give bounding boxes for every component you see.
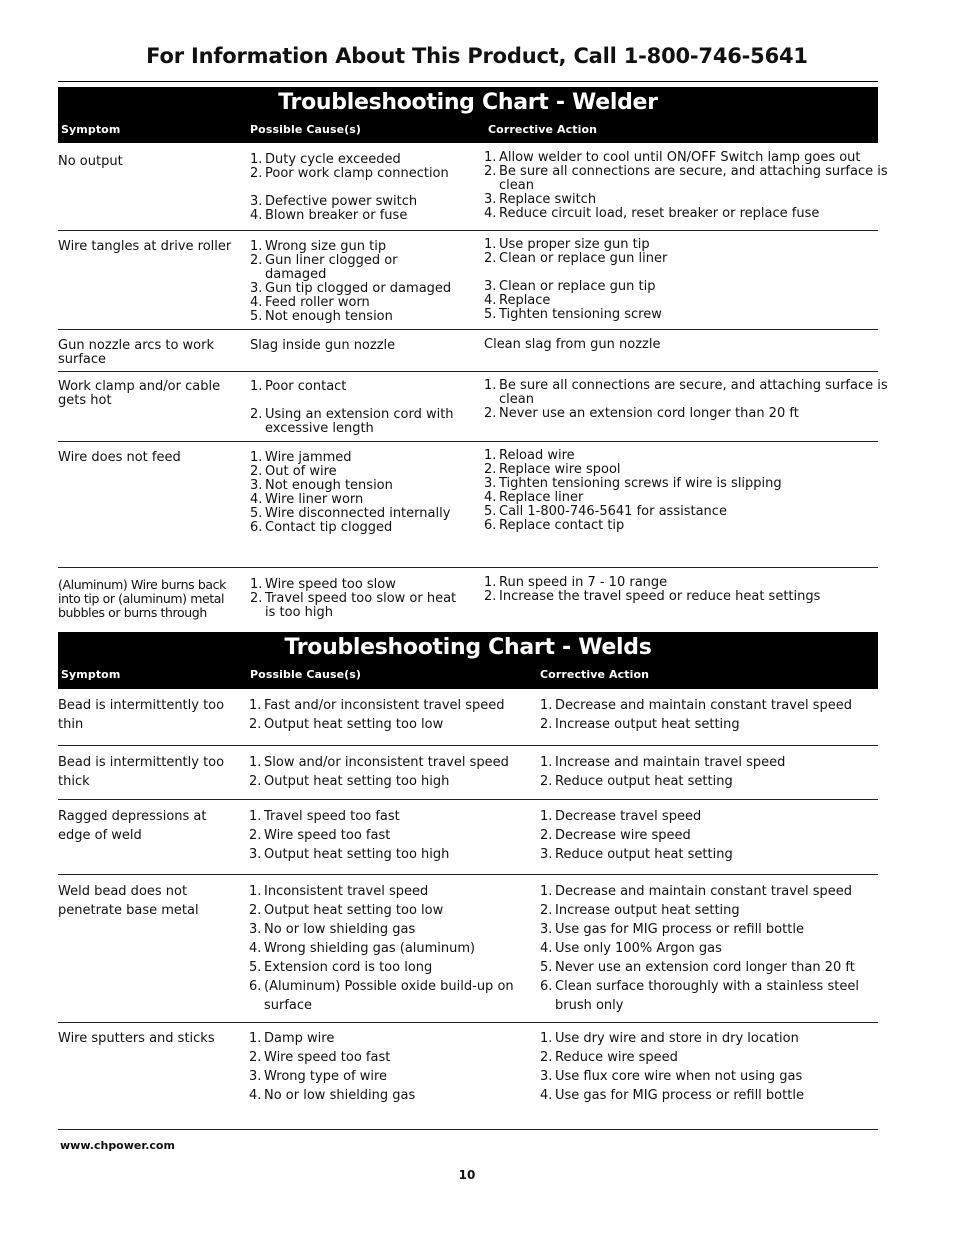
welds-cause-line: 4. No or low shielding gas [249, 1088, 416, 1103]
header-rule [58, 81, 878, 82]
welder-col-actions: Corrective Action [488, 123, 598, 136]
welder-cause-spacer [250, 181, 480, 195]
welder-cause-line: 5. Not enough tension [250, 309, 393, 324]
welder-actions-cell [484, 378, 888, 421]
welds-chart [58, 632, 878, 1132]
welder-cause-line: 1. Wire speed too slow [250, 577, 396, 592]
welds-action-line: 3. Use flux core wire when not using gas [540, 1069, 803, 1084]
welder-action-line: 1. Use proper size gun tip [484, 237, 650, 252]
welds-actions-cell [540, 882, 870, 1015]
welds-causes-cell [249, 807, 534, 864]
welder-cause-line: 2. Gun liner clogged or [250, 253, 398, 268]
welds-cause-line: 4. Wrong shielding gas (aluminum) [249, 941, 476, 956]
welds-action-line: 3. Use gas for MIG process or refill bottle [540, 922, 804, 937]
welder-cause-line: 1. Duty cycle exceeded [250, 152, 401, 167]
welds-action-line: 4. Use gas for MIG process or refill bottle [540, 1088, 804, 1103]
welder-symptom-cell [58, 240, 243, 254]
welder-symptom-line: Gun nozzle arcs to work [58, 338, 214, 353]
welds-cause-line: 1. Travel speed too fast [249, 809, 400, 824]
welds-actions-cell [540, 753, 870, 791]
welds-col-causes: Possible Cause(s) [250, 668, 362, 681]
welds-action-line: 2. Increase output heat setting [540, 903, 740, 918]
welder-action-line: 5. Tighten tensioning screw [484, 307, 662, 322]
welder-chart [58, 87, 888, 627]
welder-symptom-line: bubbles or burns through [58, 605, 207, 620]
welds-symptom-line: edge of weld [58, 828, 142, 843]
footer-url: www.chpower.com [60, 1139, 175, 1152]
welds-symptom-line: penetrate base metal [58, 903, 199, 918]
welder-action-line: 3. Replace switch [484, 192, 597, 207]
welds-causes-cell [249, 1029, 534, 1105]
welder-cause-line: damaged [265, 267, 327, 282]
welder-actions-cell [484, 238, 879, 322]
welder-cause-line: 2. Travel speed too slow or heat [250, 591, 457, 606]
welder-action-line: 2. Be sure all connections are secure, and attaching surface is [484, 164, 888, 179]
welds-symptom-line: Wire sputters and sticks [58, 1031, 215, 1046]
welder-cause-line: Slag inside gun nozzle [250, 338, 396, 353]
welder-cause-line: 1. Wrong size gun tip [250, 239, 387, 254]
welder-actions-cell [484, 576, 879, 604]
welds-symptom-cell [58, 882, 243, 920]
welder-causes-cell [250, 380, 480, 436]
welds-cause-line: 3. No or low shielding gas [249, 922, 416, 937]
welds-cause-line: 1. Inconsistent travel speed [249, 884, 429, 899]
welder-action-line: 3. Tighten tensioning screws if wire is slipping [484, 476, 782, 491]
welder-symptom-cell [58, 578, 243, 620]
welds-action-line: 1. Decrease and maintain constant travel speed [540, 884, 852, 899]
welds-action-line: 6. Clean surface thoroughly with a stainless steel [540, 979, 859, 994]
welder-table-row [58, 330, 878, 372]
welds-cause-line: 1. Fast and/or inconsistent travel speed [249, 698, 505, 713]
welds-causes-cell [249, 882, 534, 1015]
welder-actions-cell [484, 449, 879, 533]
welds-table-row [58, 689, 878, 746]
welds-causes-cell [249, 696, 534, 734]
welds-action-line: 4. Use only 100% Argon gas [540, 941, 722, 956]
welds-table-row [58, 746, 878, 800]
welder-symptom-line: gets hot [58, 393, 112, 408]
welder-symptom-cell [58, 339, 243, 367]
welds-symptom-line: Bead is intermittently too [58, 755, 225, 770]
welds-action-line: 1. Decrease travel speed [540, 809, 702, 824]
welds-action-line: 2. Reduce wire speed [540, 1050, 678, 1065]
welds-cause-line: 2. Wire speed too fast [249, 828, 391, 843]
welder-cause-line: 2. Poor work clamp connection [250, 166, 449, 181]
welder-action-line: 2. Clean or replace gun liner [484, 251, 668, 266]
welds-col-actions: Corrective Action [540, 668, 650, 681]
welds-cause-line: 1. Slow and/or inconsistent travel speed [249, 755, 509, 770]
welds-action-line: brush only [555, 998, 624, 1013]
welder-causes-cell [250, 339, 480, 353]
welder-actions-cell [484, 150, 888, 221]
welds-table-row [58, 1023, 878, 1130]
welds-action-line: 2. Increase output heat setting [540, 717, 740, 732]
welder-symptom-cell [58, 380, 243, 408]
welder-action-line: 2. Replace wire spool [484, 462, 621, 477]
welder-symptom-line: (Aluminum) Wire burns back [58, 577, 226, 592]
welds-symptom-cell [58, 696, 243, 734]
welds-symptom-cell [58, 1029, 243, 1048]
welds-cause-line: 5. Extension cord is too long [249, 960, 433, 975]
welder-cause-line: 4. Wire liner worn [250, 492, 364, 507]
welder-action-line: 3. Clean or replace gun tip [484, 279, 656, 294]
welder-actions-cell [484, 338, 879, 352]
welds-cause-line: 3. Output heat setting too high [249, 847, 450, 862]
welder-table-row [58, 442, 878, 568]
welder-action-line: 1. Run speed in 7 - 10 range [484, 575, 668, 590]
welder-cause-line: is too high [265, 605, 333, 620]
welder-action-spacer [484, 266, 879, 280]
welder-action-line: 2. Never use an extension cord longer than 20 ft [484, 406, 799, 421]
welder-causes-cell [250, 578, 480, 620]
welder-symptom-line: surface [58, 352, 107, 367]
welds-action-line: 1. Increase and maintain travel speed [540, 755, 786, 770]
welds-cause-line: 2. Output heat setting too low [249, 717, 444, 732]
welds-cause-line: 6. (Aluminum) Possible oxide build-up on [249, 979, 514, 994]
welder-action-line: 2. Increase the travel speed or reduce heat settings [484, 589, 821, 604]
welder-chart-header [58, 87, 878, 143]
page-header: For Information About This Product, Call 1-800-746-5641 [146, 44, 808, 68]
welds-action-line: 2. Decrease wire speed [540, 828, 691, 843]
welder-action-line: 4. Replace liner [484, 490, 584, 505]
welder-table-row [58, 372, 888, 442]
welder-symptom-line: into tip or (aluminum) metal [58, 591, 225, 606]
welds-cause-line: 2. Output heat setting too low [249, 903, 444, 918]
page-number: 10 [458, 1168, 476, 1182]
welds-table-row [58, 800, 878, 875]
welds-symptom-line: Weld bead does not [58, 884, 188, 899]
welds-symptom-line: Bead is intermittently too [58, 698, 225, 713]
welder-cause-line: 2. Out of wire [250, 464, 337, 479]
welder-chart-title: Troubleshooting Chart - Welder [278, 90, 658, 115]
welds-cause-line: 1. Damp wire [249, 1031, 335, 1046]
welder-action-line: 4. Reduce circuit load, reset breaker or replace fuse [484, 206, 820, 221]
welds-symptom-line: thin [58, 717, 84, 732]
welds-symptom-cell [58, 753, 243, 791]
welder-col-causes: Possible Cause(s) [250, 123, 362, 136]
welder-symptom-cell [58, 451, 243, 465]
welder-action-line: 1. Allow welder to cool until ON/OFF Switch lamp goes out [484, 150, 861, 165]
welder-symptom-line: Wire does not feed [58, 450, 181, 465]
welder-cause-line: excessive length [265, 421, 374, 436]
welder-causes-cell [250, 153, 480, 223]
welder-table-row [58, 568, 878, 618]
welder-cause-spacer [250, 394, 480, 408]
welds-action-line: 2. Reduce output heat setting [540, 774, 733, 789]
welds-table-row [58, 875, 878, 1023]
welds-action-line: 1. Decrease and maintain constant travel speed [540, 698, 852, 713]
welder-cause-line: 1. Wire jammed [250, 450, 352, 465]
welds-symptom-line: thick [58, 774, 90, 789]
welds-causes-cell [249, 753, 534, 791]
welds-actions-cell [540, 807, 870, 864]
welder-symptom-line: Work clamp and/or cable [58, 379, 221, 394]
welds-symptom-cell [58, 807, 243, 845]
welds-action-line: 1. Use dry wire and store in dry location [540, 1031, 799, 1046]
welder-cause-line: 6. Contact tip clogged [250, 520, 393, 535]
welder-col-symptom: Symptom [61, 123, 121, 136]
welder-cause-line: 1. Poor contact [250, 379, 347, 394]
welder-action-line: 5. Call 1-800-746-5641 for assistance [484, 504, 727, 519]
welds-action-line: 5. Never use an extension cord longer than 20 ft [540, 960, 855, 975]
welder-causes-cell [250, 451, 480, 535]
welds-cause-line: surface [264, 998, 313, 1013]
welder-symptom-line: Wire tangles at drive roller [58, 239, 232, 254]
welder-causes-cell [250, 240, 480, 324]
welds-action-line: 3. Reduce output heat setting [540, 847, 733, 862]
welder-action-line: Clean slag from gun nozzle [484, 337, 661, 352]
welder-cause-line: 4. Blown breaker or fuse [250, 208, 408, 223]
welder-action-line: 1. Be sure all connections are secure, and attaching surface is [484, 378, 888, 393]
welder-symptom-line: No output [58, 154, 123, 169]
welds-symptom-line: Ragged depressions at [58, 809, 207, 824]
welder-action-line: clean [499, 178, 534, 193]
welder-table-row [58, 143, 888, 231]
welds-chart-header [58, 632, 878, 689]
welder-cause-line: 4. Feed roller worn [250, 295, 370, 310]
welder-cause-line: 3. Gun tip clogged or damaged [250, 281, 452, 296]
welder-symptom-cell [58, 155, 243, 169]
welder-action-line: 1. Reload wire [484, 448, 575, 463]
welder-action-line: 4. Replace [484, 293, 551, 308]
welder-cause-line: 3. Defective power switch [250, 194, 418, 209]
welder-cause-line: 3. Not enough tension [250, 478, 393, 493]
welds-cause-line: 2. Output heat setting too high [249, 774, 450, 789]
welds-cause-line: 2. Wire speed too fast [249, 1050, 391, 1065]
welds-cause-line: 3. Wrong type of wire [249, 1069, 388, 1084]
welds-chart-title: Troubleshooting Chart - Welds [284, 635, 652, 660]
welder-table-row [58, 231, 878, 330]
welds-actions-cell [540, 696, 870, 734]
welder-action-line: 6. Replace contact tip [484, 518, 625, 533]
welds-col-symptom: Symptom [61, 668, 121, 681]
welder-action-line: clean [499, 392, 534, 407]
welder-cause-line: 5. Wire disconnected internally [250, 506, 451, 521]
welder-cause-line: 2. Using an extension cord with [250, 407, 454, 422]
welds-actions-cell [540, 1029, 870, 1105]
